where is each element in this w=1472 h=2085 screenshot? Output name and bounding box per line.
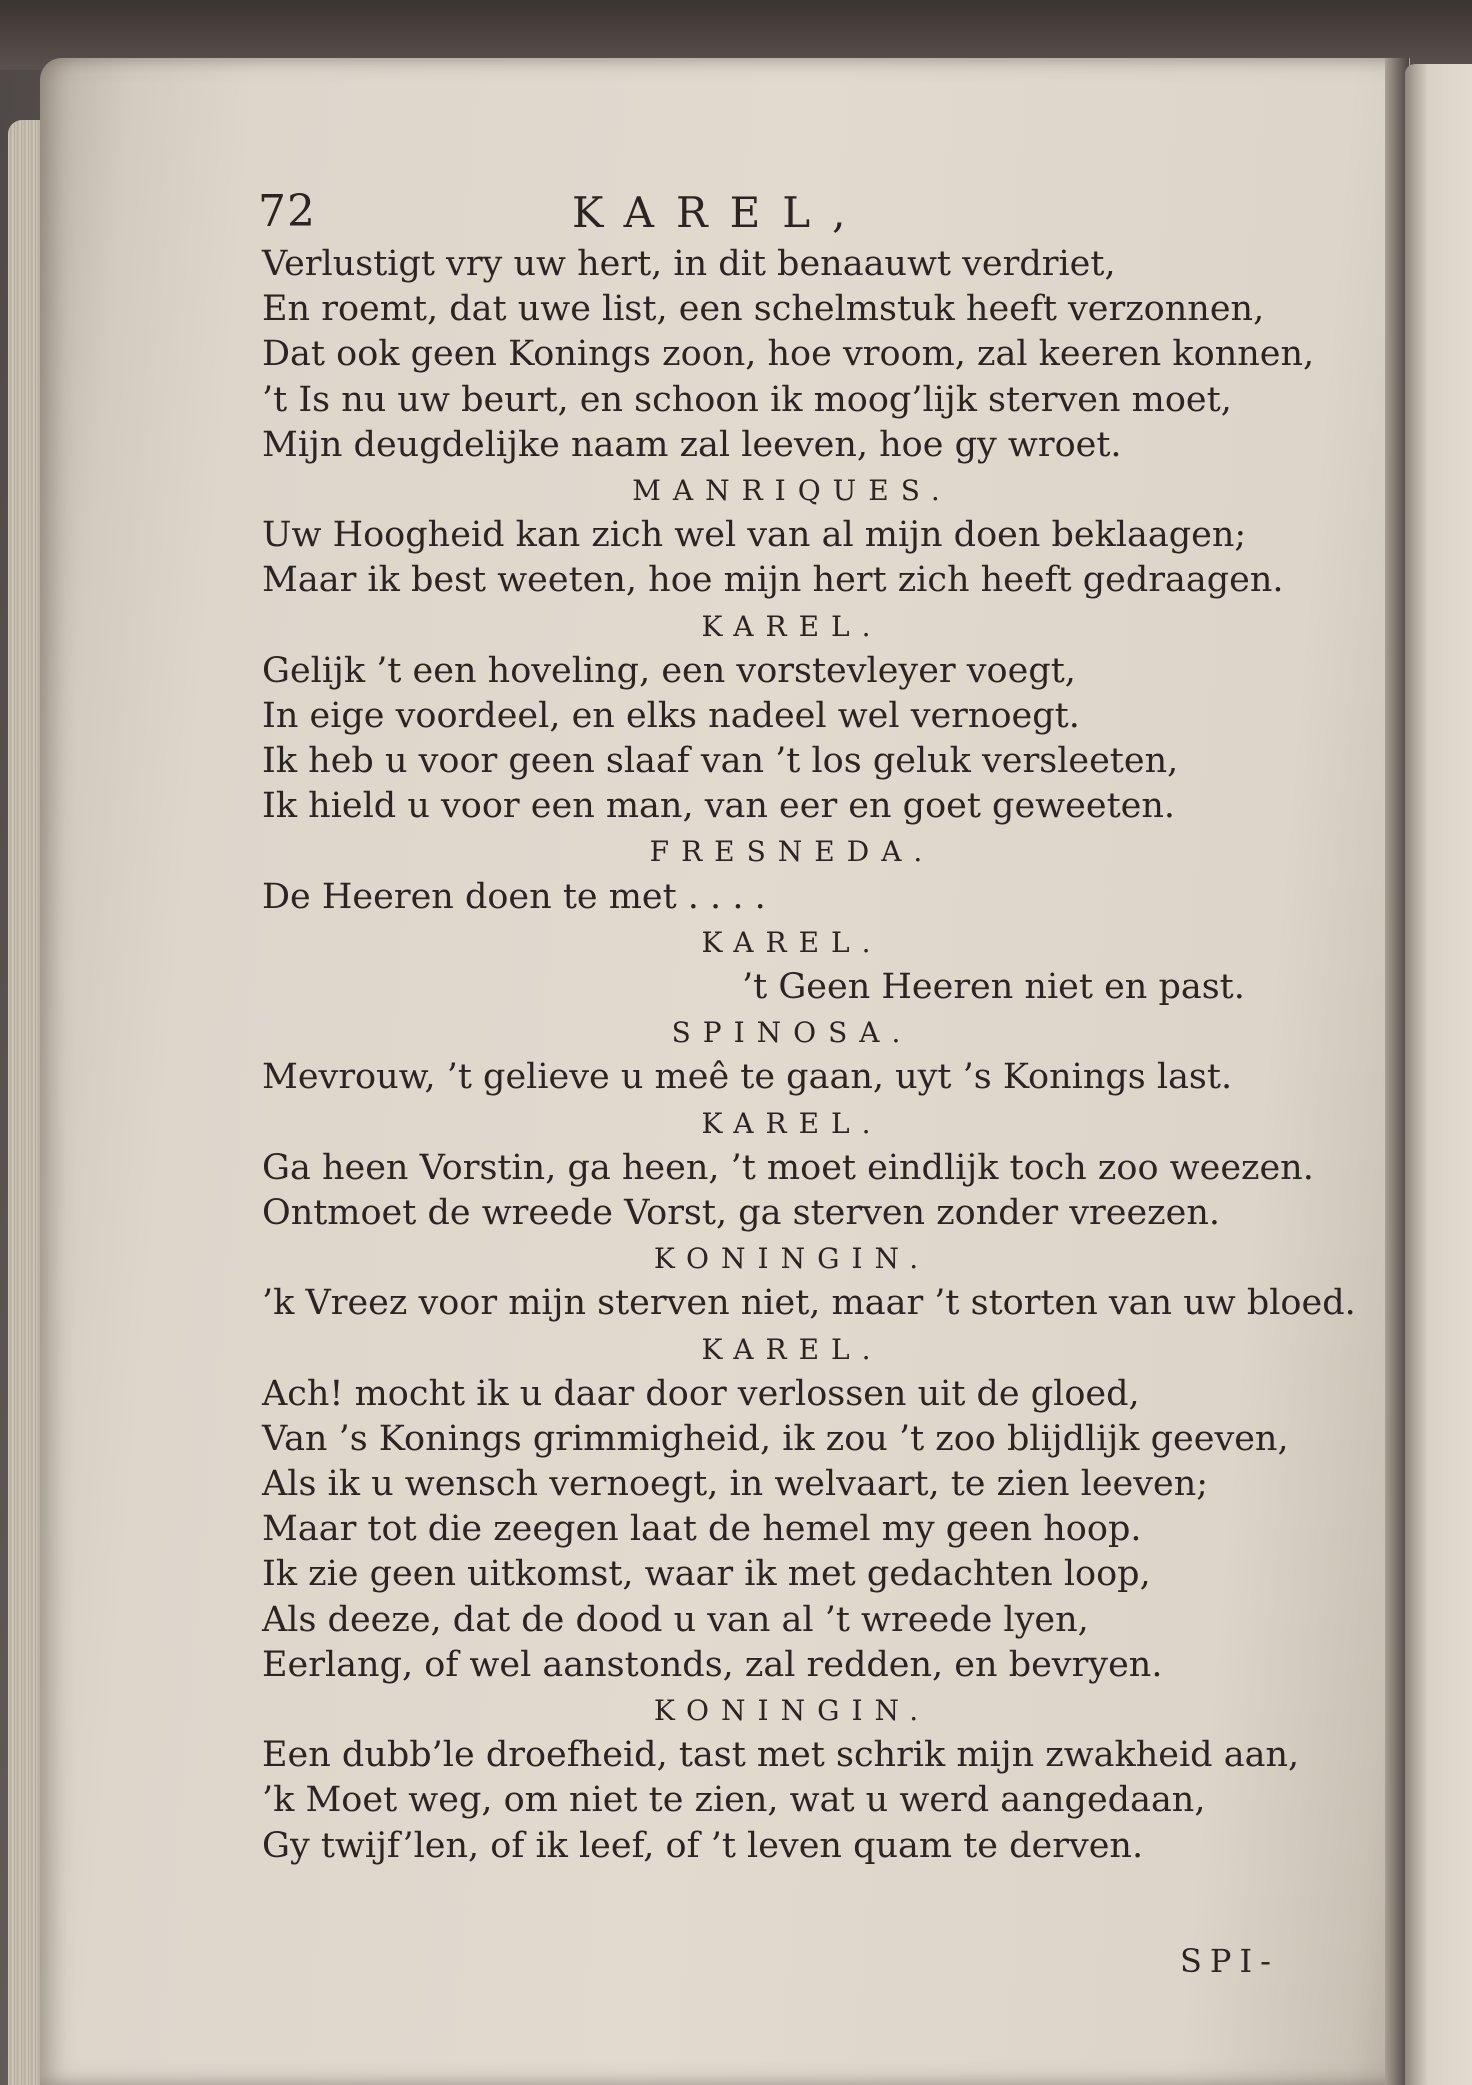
verse-line: Mevrouw, ’t gelieve u meê te gaan, uyt ’s Konings last. bbox=[262, 1057, 1233, 1098]
speaker-name: KAREL. bbox=[701, 1332, 883, 1366]
catchword: SPI- bbox=[1180, 1942, 1279, 1980]
verse-line: Als deeze, dat de dood u van al ’t wreede lyen, bbox=[262, 1599, 1089, 1640]
verse-line: Uw Hoogheid kan zich wel van al mijn doen beklaagen; bbox=[262, 515, 1247, 556]
verse-line: Als ik u wensch vernoegt, in welvaart, te zien leeven; bbox=[262, 1464, 1209, 1505]
speaker-name: KAREL. bbox=[701, 1106, 883, 1140]
verse-line: Ik zie geen uitkomst, waar ik met gedachten loop, bbox=[262, 1554, 1151, 1595]
speaker-name: FRESNEDA. bbox=[649, 835, 935, 869]
page-text bbox=[258, 186, 1356, 1869]
speaker-name: KONINGIN. bbox=[653, 1694, 931, 1727]
speaker-name: SPINOSA. bbox=[671, 1016, 913, 1050]
page-header bbox=[258, 186, 1322, 242]
speaker-name: MANRIQUES. bbox=[632, 473, 952, 507]
page-edges bbox=[8, 120, 42, 2085]
verse-line: Dat ook geen Konings zoon, hoe vroom, zal keeren konnen, bbox=[262, 334, 1315, 375]
speaker-name: KONINGIN. bbox=[653, 1242, 931, 1276]
running-head: KAREL, bbox=[572, 188, 868, 237]
verse-line: Verlustigt vry uw hert, in dit benaauwt verdriet, bbox=[262, 244, 1116, 284]
speaker-name: KAREL. bbox=[701, 609, 883, 643]
verse-line: Gelijk ’t een hoveling, een vorstevleyer voegt, bbox=[262, 650, 1076, 691]
verse-line: Een dubb’le droefheid, tast met schrik mijn zwakheid aan, bbox=[262, 1735, 1300, 1776]
verse-line: ’k Moet weg, om niet te zien, wat u werd aangedaan, bbox=[262, 1780, 1206, 1821]
verse-line: ’t Is nu uw beurt, en schoon ik moog’lijk sterven moet, bbox=[262, 379, 1232, 420]
speaker-name: KAREL. bbox=[701, 925, 883, 959]
page-number: 72 bbox=[258, 186, 316, 237]
verse-line: Ik heb u voor geen slaaf van ’t los geluk versleeten, bbox=[262, 741, 1179, 782]
verse-line: Maar ik best weeten, hoe mijn hert zich heeft gedraagen. bbox=[262, 560, 1284, 601]
book-page-right-edge bbox=[1405, 64, 1472, 2085]
verse-line: Maar tot die zeegen laat de hemel my geen hoop. bbox=[262, 1509, 1142, 1550]
verse-line: Mijn deugdelijke naam zal leeven, hoe gy wroet. bbox=[262, 424, 1122, 465]
verse-line: Ontmoet de wreede Vorst, ga sterven zonder vreezen. bbox=[262, 1192, 1221, 1233]
verse-line: ’k Vreez voor mijn sterven niet, maar ’t storten van uw bloed. bbox=[262, 1283, 1356, 1324]
verse-line: Ik hield u voor een man, van eer en goet geweeten. bbox=[262, 786, 1176, 827]
verse-line: En roemt, dat uwe list, een schelmstuk heeft verzonnen, bbox=[262, 289, 1265, 330]
verse-line: Ach! mocht ik u daar door verlossen uit de gloed, bbox=[262, 1373, 1140, 1414]
verse-line: De Heeren doen te met . . . . bbox=[262, 876, 766, 917]
verse-line: Gy twijf’len, of ik leef, of ’t leven quam te derven. bbox=[262, 1825, 1144, 1866]
verse-line: In eige voordeel, en elks nadeel wel vernoegt. bbox=[262, 695, 1080, 736]
verse-line: Eerlang, of wel aanstonds, zal redden, en bevryen. bbox=[262, 1644, 1163, 1685]
verse-line: Ga heen Vorstin, ga heen, ’t moet eindlijk toch zoo weezen. bbox=[262, 1147, 1314, 1188]
verse-lines bbox=[262, 242, 1356, 1869]
verse-line: ’t Geen Heeren niet en past. bbox=[742, 967, 1245, 1007]
verse-line: Van ’s Konings grimmigheid, ik zou ’t zoo blijdlijk geeven, bbox=[262, 1418, 1289, 1459]
